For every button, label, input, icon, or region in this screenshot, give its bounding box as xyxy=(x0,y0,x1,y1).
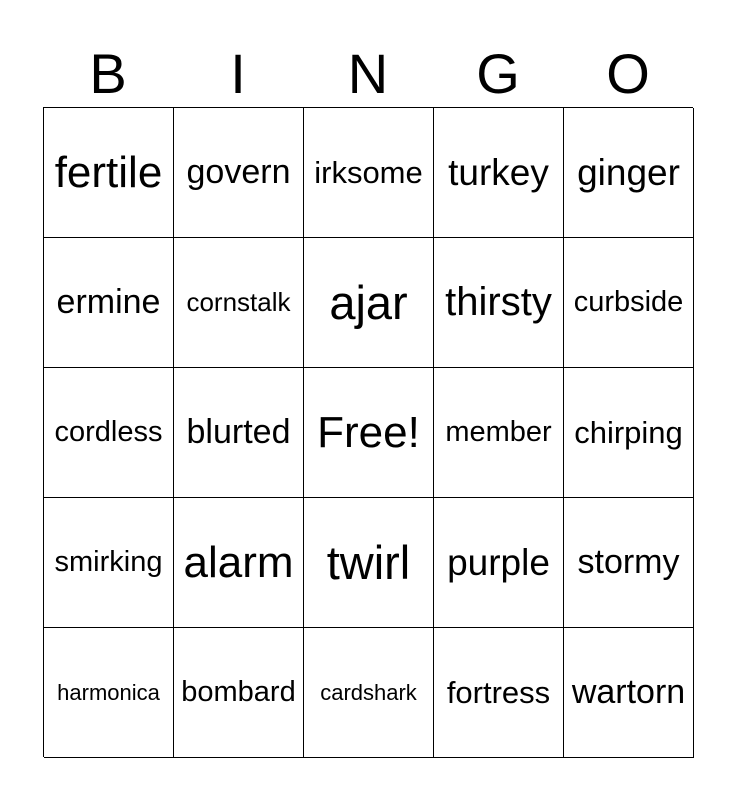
bingo-cell[interactable]: wartorn xyxy=(564,628,694,758)
bingo-cell[interactable]: twirl xyxy=(304,498,434,628)
bingo-cell[interactable]: stormy xyxy=(564,498,694,628)
bingo-cell[interactable]: bombard xyxy=(174,628,304,758)
bingo-cell[interactable]: ermine xyxy=(44,238,174,368)
bingo-cell[interactable]: govern xyxy=(174,108,304,238)
bingo-cell[interactable]: cardshark xyxy=(304,628,434,758)
free-space[interactable]: Free! xyxy=(304,368,434,498)
bingo-cell[interactable]: harmonica xyxy=(44,628,174,758)
bingo-cell[interactable]: cordless xyxy=(44,368,174,498)
bingo-cell[interactable]: cornstalk xyxy=(174,238,304,368)
bingo-cell[interactable]: fertile xyxy=(44,108,174,238)
bingo-cell[interactable]: smirking xyxy=(44,498,174,628)
bingo-cell[interactable]: irksome xyxy=(304,108,434,238)
header-letter-b: B xyxy=(89,42,127,105)
bingo-cell[interactable]: purple xyxy=(434,498,564,628)
bingo-cell[interactable]: ajar xyxy=(304,238,434,368)
header-letter-n: N xyxy=(347,42,389,105)
bingo-cell[interactable]: member xyxy=(434,368,564,498)
bingo-grid xyxy=(43,107,693,757)
bingo-header xyxy=(43,40,693,108)
header-letter-i: I xyxy=(230,42,246,105)
header-letter-o: O xyxy=(606,42,650,105)
bingo-cell[interactable]: ginger xyxy=(564,108,694,238)
bingo-cell[interactable]: blurted xyxy=(174,368,304,498)
bingo-cell[interactable]: alarm xyxy=(174,498,304,628)
bingo-cell[interactable]: turkey xyxy=(434,108,564,238)
bingo-cell[interactable]: curbside xyxy=(564,238,694,368)
bingo-cell[interactable]: chirping xyxy=(564,368,694,498)
bingo-cell[interactable]: thirsty xyxy=(434,238,564,368)
header-letter-g: G xyxy=(476,42,520,105)
bingo-cell[interactable]: fortress xyxy=(434,628,564,758)
